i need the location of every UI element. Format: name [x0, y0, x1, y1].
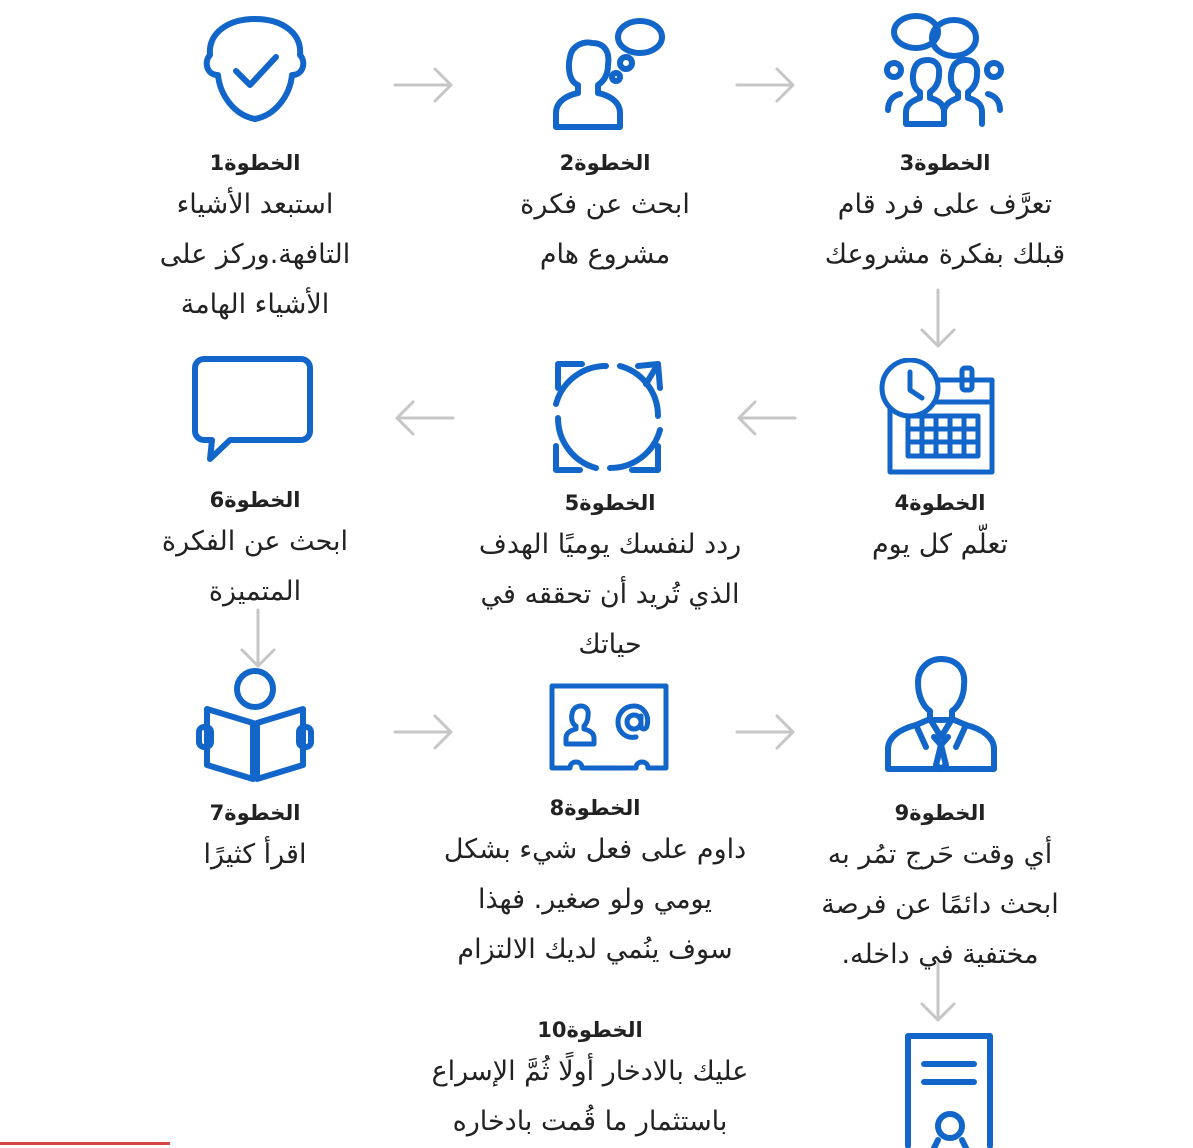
calendar-clock-icon [878, 358, 998, 476]
step-10-text [370, 1017, 810, 1147]
thinking-person-icon [548, 15, 668, 130]
arrow-step5-to-step6 [393, 398, 455, 438]
step-1-text [110, 150, 400, 330]
step-title: الخطوة2 [559, 151, 651, 175]
step-2-text [450, 150, 760, 280]
step-7-text [110, 800, 400, 880]
head-check-icon [200, 15, 310, 130]
speech-bubble-icon [190, 355, 315, 465]
step-line: تعرَّف على فرد قام [837, 189, 1053, 220]
step-line: سوف ينُمي لديك الالتزام [457, 934, 733, 965]
step-title: الخطوة9 [894, 801, 986, 825]
certificate-icon [898, 1030, 998, 1148]
top-edge [0, 0, 1193, 4]
step-line: تعلّم كل يوم [871, 529, 1009, 560]
step-title: الخطوة6 [209, 488, 301, 512]
step-title: الخطوة3 [899, 151, 991, 175]
step-title: الخطوة4 [894, 491, 986, 515]
step-line: قبلك بفكرة مشروعك [824, 239, 1066, 270]
step-line: ابحث دائمًا عن فرصة [821, 889, 1059, 920]
step-line: ابحث عن الفكرة [161, 526, 349, 557]
step-line: حياتك [578, 629, 642, 660]
step-title: الخطوة8 [549, 796, 641, 820]
step-9-text [790, 800, 1090, 980]
step-title: الخطوة1 [209, 151, 301, 175]
group-chat-icon [882, 10, 1007, 130]
arrow-step8-to-step9 [735, 712, 797, 752]
step-line: المتميزة [208, 576, 302, 607]
step-line: مختفية في داخله. [841, 939, 1039, 970]
arrow-step3-to-step4 [918, 288, 958, 350]
step-title: الخطوة7 [209, 801, 301, 825]
step-line: التافهة.وركز على [159, 239, 351, 270]
step-4-text [790, 490, 1090, 570]
step-line: ابحث عن فكرة [520, 189, 690, 220]
arrow-step6-to-step7 [238, 608, 278, 670]
step-line: باستثمار ما قُمت بادخاره [452, 1106, 728, 1137]
step-line: استبعد الأشياء [176, 189, 334, 220]
step-title: الخطوة10 [537, 1018, 643, 1042]
step-line: داوم على فعل شيء بشكل [443, 834, 747, 865]
step-3-text [785, 150, 1105, 280]
businessman-icon [882, 655, 1000, 773]
step-line: الذي تُريد أن تحققه في [480, 579, 740, 610]
step-line: اقرأ كثيرًا [203, 839, 307, 870]
step-line: ردد لنفسك يوميًا الهدف [478, 529, 742, 560]
step-title: الخطوة5 [564, 491, 656, 515]
step-6-text [110, 487, 400, 617]
step-line: مشروع هام [539, 239, 671, 270]
step-8-text [395, 795, 795, 975]
contact-card-icon [548, 682, 670, 772]
arrow-step4-to-step5 [735, 398, 797, 438]
arrow-step2-to-step3 [735, 65, 797, 105]
step-line: أي وقت حَرج تمُر به [827, 839, 1053, 870]
cycle-arrows-icon [548, 358, 668, 476]
arrow-step7-to-step8 [393, 712, 455, 752]
arrow-step1-to-step2 [393, 65, 455, 105]
step-5-text [420, 490, 800, 670]
step-line: يومي ولو صغير. فهذا [478, 884, 712, 915]
step-line: الأشياء الهامة [180, 289, 330, 320]
reading-person-icon [195, 665, 315, 783]
step-line: عليك بالادخار أولًا ثُمَّ الإسراع [431, 1056, 749, 1087]
